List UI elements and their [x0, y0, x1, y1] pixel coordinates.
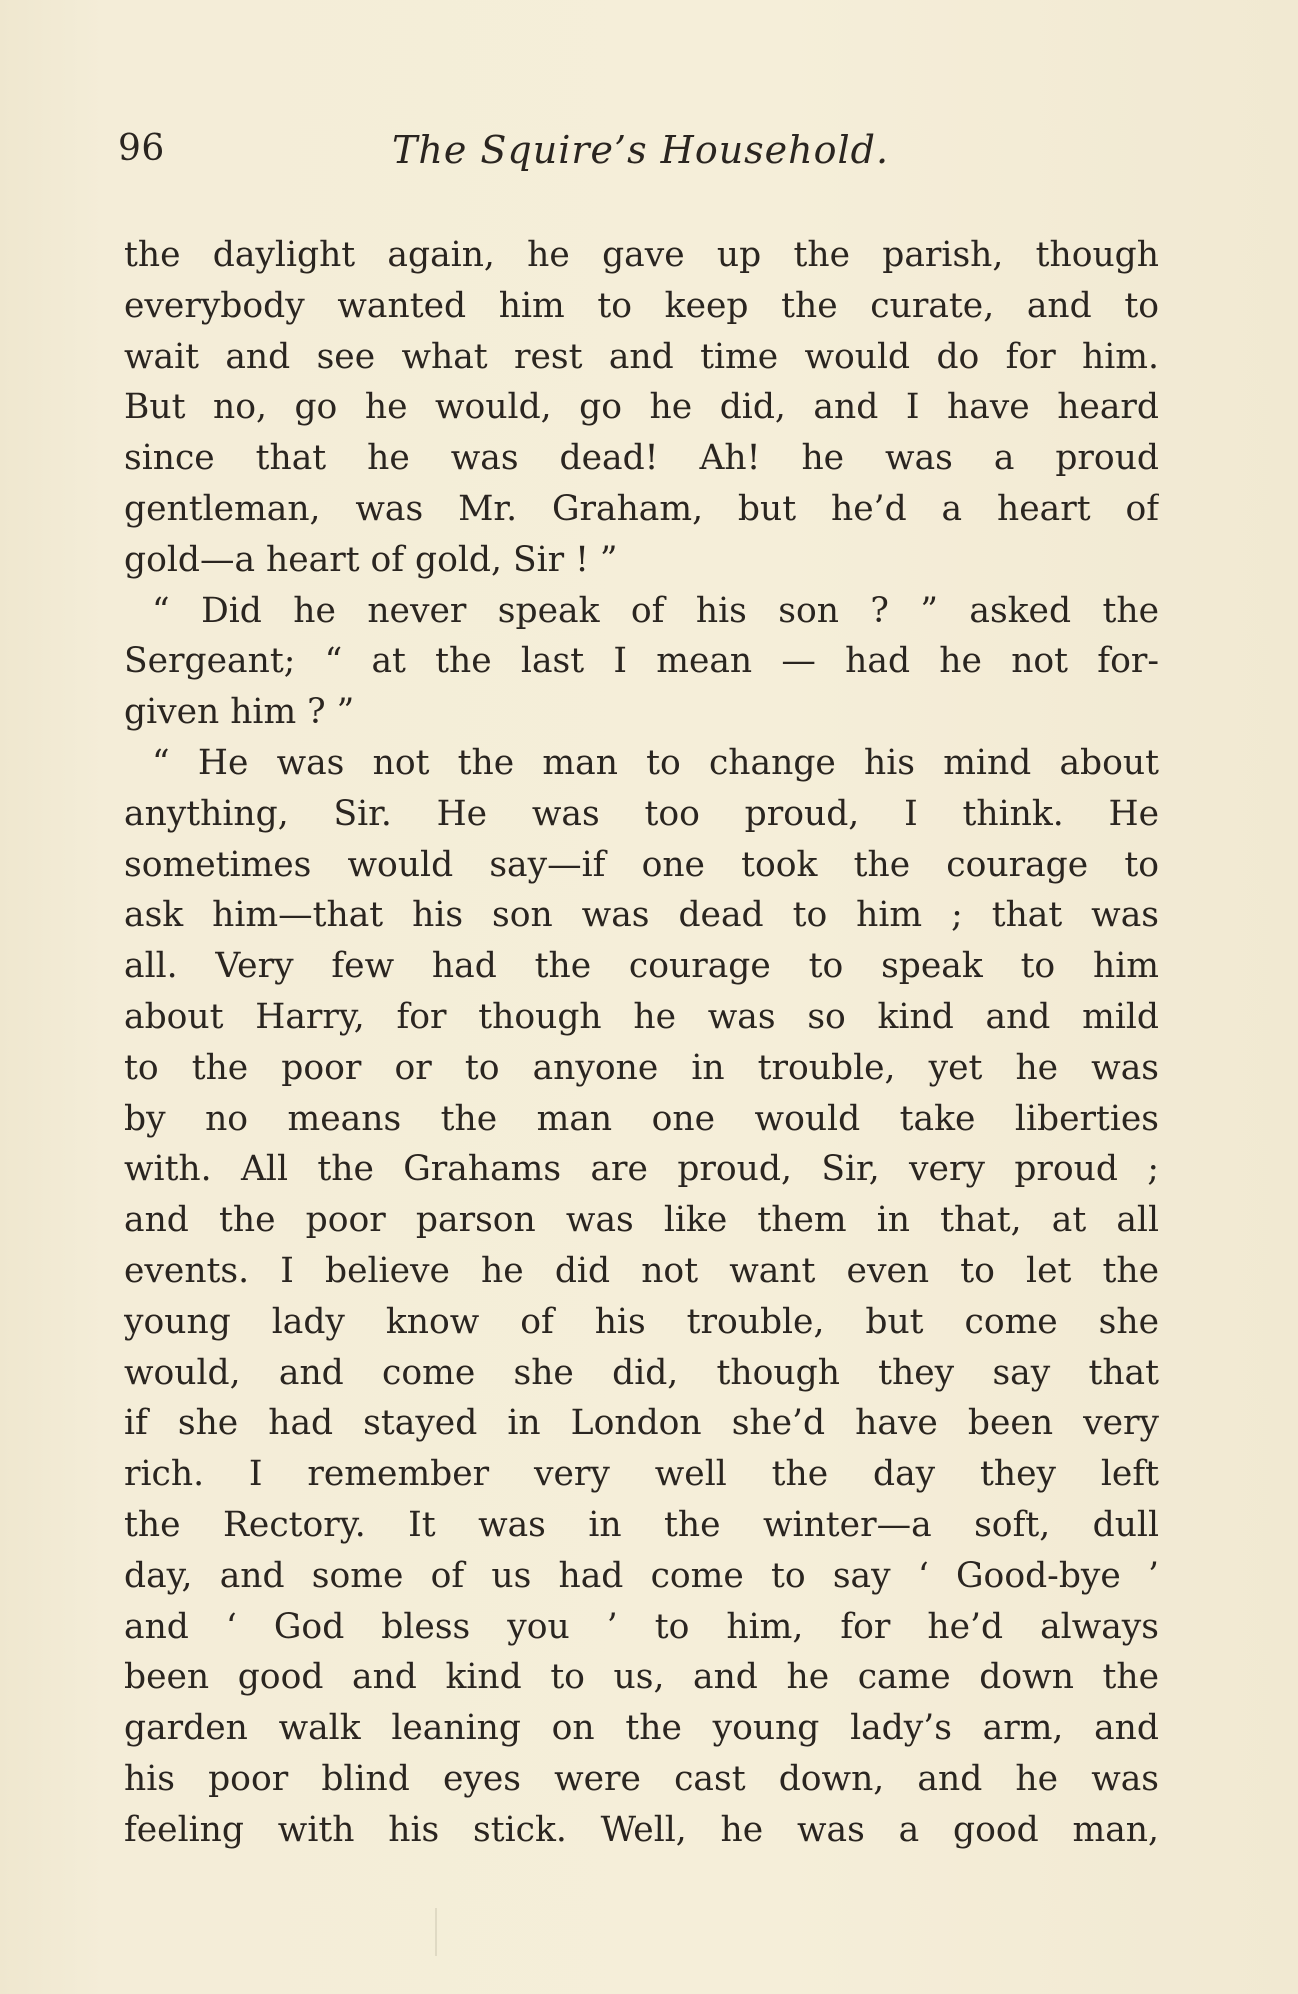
text-line: about Harry, for though he was so kind and mild — [124, 996, 1159, 1037]
text-line: “ He was not the man to change his mind about — [152, 742, 1159, 783]
text-line: But no, go he would, go he did, and I have heard — [124, 387, 1159, 428]
text-line: by no means the man one would take liberties — [124, 1098, 1159, 1139]
page-number: 96 — [118, 128, 165, 169]
text-line: gold—a heart of gold, Sir ! ” — [124, 539, 618, 580]
text-line: wait and see what rest and time would do for him. — [124, 336, 1159, 377]
text-line: gentleman, was Mr. Graham, but he’d a heart of — [124, 488, 1159, 529]
text-line: day, and some of us had come to say ‘ Good-bye ’ — [124, 1555, 1159, 1596]
running-title: The Squire’s Household. — [392, 128, 890, 172]
text-line: his poor blind eyes were cast down, and he was — [124, 1758, 1159, 1799]
text-line: “ Did he never speak of his son ? ” asked the — [152, 590, 1159, 631]
text-line: with. All the Grahams are proud, Sir, very proud ; — [124, 1149, 1159, 1190]
text-line: young lady know of his trouble, but come she — [124, 1301, 1159, 1342]
text-line: garden walk leaning on the young lady’s arm, and — [124, 1708, 1159, 1749]
text-line: anything, Sir. He was too proud, I think. He — [124, 793, 1159, 834]
text-line: all. Very few had the courage to speak to him — [124, 946, 1159, 987]
text-line: since that he was dead! Ah! he was a proud — [124, 438, 1159, 479]
text-line: ask him—that his son was dead to him ; that was — [124, 895, 1159, 936]
body-text — [124, 230, 1159, 1856]
text-line: the daylight again, he gave up the parish, though — [124, 235, 1159, 275]
text-line: given him ? ” — [124, 692, 355, 733]
text-line: and ‘ God bless you ’ to him, for he’d always — [124, 1606, 1159, 1647]
text-line: if she had stayed in London she’d have been very — [124, 1403, 1159, 1444]
page-header — [118, 128, 1178, 188]
text-line: sometimes would say—if one took the courage to — [124, 844, 1159, 885]
paper-crease-mark — [435, 1908, 437, 1956]
text-line: rich. I remember very well the day they left — [124, 1454, 1159, 1495]
text-line: to the poor or to anyone in trouble, yet he was — [124, 1047, 1159, 1088]
text-line: Sergeant; “ at the last I mean — had he not for- — [124, 641, 1159, 682]
text-line: would, and come she did, though they say that — [124, 1352, 1159, 1393]
text-line: events. I believe he did not want even to let the — [124, 1250, 1159, 1291]
text-line: and the poor parson was like them in that, at all — [124, 1200, 1159, 1241]
text-line: been good and kind to us, and he came down the — [124, 1657, 1159, 1698]
text-line: feeling with his stick. Well, he was a good man, — [124, 1809, 1159, 1850]
text-line: everybody wanted him to keep the curate, and to — [124, 285, 1159, 326]
text-line: the Rectory. It was in the winter—a soft, dull — [124, 1504, 1159, 1545]
